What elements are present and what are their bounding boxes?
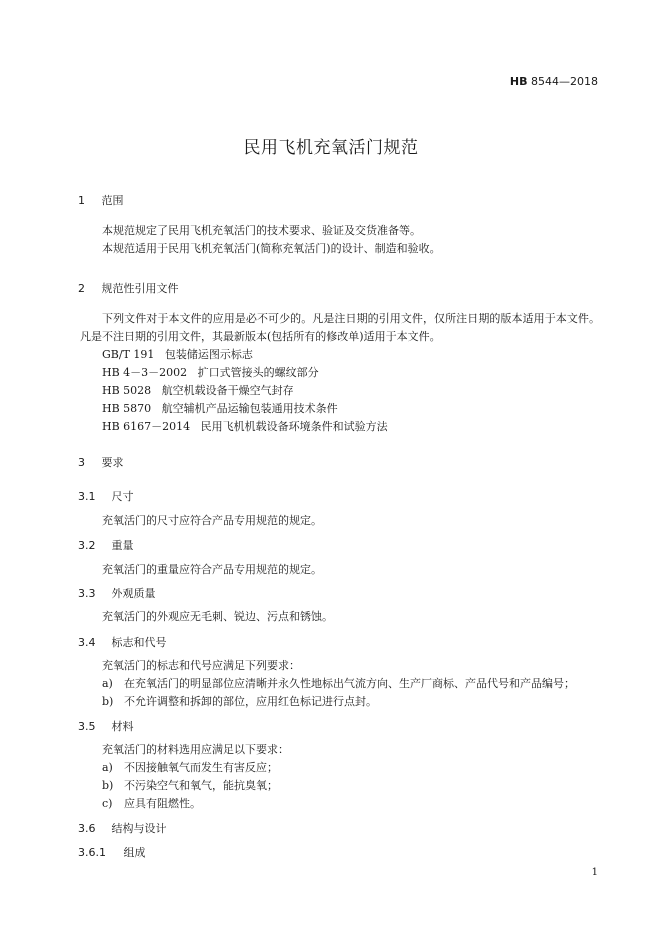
section-number: 3 xyxy=(78,456,85,469)
section-title: 材料 xyxy=(111,720,134,733)
list-text: 应具有阻燃性。 xyxy=(124,797,201,810)
list-label: c) xyxy=(102,797,113,810)
list-text: 不污染空气和氧气，能抗臭氧； xyxy=(124,779,278,792)
subsection-3-6-heading xyxy=(78,820,167,836)
section-number: 3.1 xyxy=(78,490,96,503)
reference-item xyxy=(102,346,253,364)
section-number: 1 xyxy=(78,194,85,207)
paragraph: 充氧活门的标志和代号应满足下列要求： xyxy=(102,659,300,672)
list-item xyxy=(102,693,377,711)
section-title: 结构与设计 xyxy=(111,822,167,835)
reference-title: 航空辅机产品运输包装通用技术条件 xyxy=(161,402,338,415)
section-number: 3.2 xyxy=(78,539,96,552)
section-title: 外观质量 xyxy=(111,587,156,600)
reference-code: HB 4－3－2002 xyxy=(102,366,188,379)
list-text: 不因接触氧气而发生有害反应； xyxy=(124,761,278,774)
subsection-3-3-heading xyxy=(78,585,156,601)
section-number: 3.6.1 xyxy=(78,846,106,859)
list-text: 在充氧活门的明显部位应清晰并永久性地标出气流方向、生产厂商标、产品代号和产品编号； xyxy=(124,677,575,690)
list-item xyxy=(102,759,278,777)
section-title: 规范性引用文件 xyxy=(101,282,179,295)
reference-title: 包装储运图示标志 xyxy=(164,348,253,361)
section-3-heading xyxy=(78,454,124,470)
section-title: 组成 xyxy=(123,846,146,859)
page-number: 1 xyxy=(591,867,598,878)
list-label: b) xyxy=(102,695,114,708)
reference-item xyxy=(102,400,338,418)
reference-code: HB 5028 xyxy=(102,384,152,397)
reference-code: GB/T 191 xyxy=(102,348,155,361)
section-number: 2 xyxy=(78,282,85,295)
section-number: 3.5 xyxy=(78,720,96,733)
list-item xyxy=(102,777,278,795)
reference-code: HB 5870 xyxy=(102,402,152,415)
section-number: 3.4 xyxy=(78,636,96,649)
standard-prefix: HB xyxy=(509,75,528,88)
standard-code xyxy=(510,75,598,88)
subsection-3-4-heading xyxy=(78,634,167,650)
paragraph: 充氧活门的材料选用应满足以下要求： xyxy=(102,743,289,756)
list-label: b) xyxy=(102,779,114,792)
section-2-heading xyxy=(78,280,179,296)
reference-code: HB 6167－2014 xyxy=(102,420,191,433)
subsection-3-1-heading xyxy=(78,488,134,504)
section-title: 要求 xyxy=(101,456,124,469)
subsection-3-6-1-heading xyxy=(78,844,146,860)
section-number: 3.3 xyxy=(78,587,96,600)
subsection-3-2-heading xyxy=(78,537,134,553)
section-title: 尺寸 xyxy=(111,490,134,503)
document-title: 民用飞机充氧活门规范 xyxy=(243,138,419,158)
paragraph: 下列文件对于本文件的应用是必不可少的。凡是注日期的引用文件，仅所注日期的版本适用于本文件。凡是不注日期的引用文件，其最新版本(包括所有的修改单)适用于本文件。 xyxy=(80,312,600,343)
section-title: 重量 xyxy=(111,539,134,552)
paragraph: 充氧活门的外观应无毛刺、锐边、污点和锈蚀。 xyxy=(102,610,333,623)
reference-item xyxy=(102,364,319,382)
list-text: 不允许调整和拆卸的部位，应用红色标记进行点封。 xyxy=(124,695,377,708)
reference-item xyxy=(102,382,294,400)
reference-title: 民用飞机机载设备环境条件和试验方法 xyxy=(200,420,388,433)
reference-title: 扩口式管接头的螺纹部分 xyxy=(197,366,319,379)
list-label: a) xyxy=(102,677,113,690)
list-item xyxy=(102,675,575,693)
standard-number: 8544—2018 xyxy=(531,75,598,88)
paragraph: 充氧活门的尺寸应符合产品专用规范的规定。 xyxy=(102,514,322,527)
paragraph: 本规范适用于民用飞机充氧活门(简称充氧活门)的设计、制造和验收。 xyxy=(102,242,441,255)
reference-item xyxy=(102,418,388,436)
section-title: 范围 xyxy=(101,194,124,207)
subsection-3-5-heading xyxy=(78,718,134,734)
paragraph: 本规范规定了民用飞机充氧活门的技术要求、验证及交货准备等。 xyxy=(102,224,421,237)
section-number: 3.6 xyxy=(78,822,96,835)
list-item xyxy=(102,795,201,813)
paragraph: 充氧活门的重量应符合产品专用规范的规定。 xyxy=(102,563,322,576)
section-1-heading xyxy=(78,192,124,208)
list-label: a) xyxy=(102,761,113,774)
section-title: 标志和代号 xyxy=(111,636,167,649)
reference-title: 航空机载设备干燥空气封存 xyxy=(161,384,294,397)
